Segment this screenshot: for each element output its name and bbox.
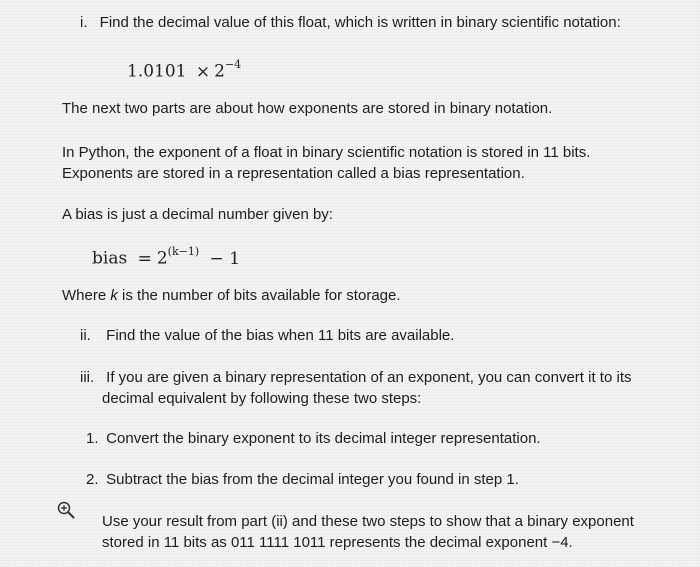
bias-formula	[92, 247, 240, 269]
times-symbol: ×	[195, 61, 211, 82]
part-iii-line-2: decimal equivalent by following these two steps:	[102, 390, 422, 407]
float-mantissa: 1.0101	[127, 61, 187, 82]
part-iii-line-1	[80, 368, 632, 388]
zoom-in-icon[interactable]	[57, 501, 75, 519]
bias-minus-one: − 1	[209, 248, 241, 269]
step-1-text: Convert the binary exponent to its decimal integer representation.	[106, 430, 541, 447]
where-before: Where	[62, 287, 111, 304]
final-line-2: stored in 11 bits as 011 1111 1011 represents the decimal exponent −4.	[102, 534, 573, 551]
bias-exponent: (k−1)	[167, 245, 200, 258]
bias-lhs: bias	[92, 248, 128, 269]
where-after: is the number of bits available for storage.	[117, 287, 401, 304]
part-ii-question	[80, 326, 454, 346]
step-2-text: Subtract the bias from the decimal integer you found in step 1.	[106, 471, 519, 488]
python-line-2: Exponents are stored in a representation called a bias representation.	[62, 165, 525, 182]
part-ii-text: Find the value of the bias when 11 bits are available.	[106, 327, 455, 344]
bias-base: 2	[156, 248, 168, 269]
part-iii-marker: iii.	[80, 369, 95, 386]
float-expression	[127, 60, 241, 82]
step-1	[86, 429, 541, 449]
python-line-1: In Python, the exponent of a float in binary scientific notation is stored in 11 bits.	[62, 144, 591, 161]
part-i-text: Find the decimal value of this float, which is written in binary scientific notation:	[99, 14, 621, 31]
where-k-var: k	[110, 287, 118, 304]
part-i-marker: i.	[80, 14, 88, 31]
where-k-text	[62, 286, 401, 306]
part-i-question	[80, 13, 621, 33]
part-ii-marker: ii.	[80, 327, 91, 344]
bias-definition-text: A bias is just a decimal number given by:	[62, 206, 333, 223]
step-2-number: 2.	[86, 471, 99, 488]
part-iii-text-1: If you are given a binary representation of an exponent, you can convert it to its	[106, 369, 632, 386]
step-2	[86, 470, 519, 490]
float-exponent: −4	[224, 58, 242, 71]
float-base: 2	[214, 61, 225, 82]
bias-equals: =	[137, 248, 152, 269]
final-line-1: Use your result from part (ii) and these two steps to show that a binary exponent	[102, 513, 634, 530]
next-parts-text: The next two parts are about how exponents are stored in binary notation.	[62, 100, 553, 117]
step-1-number: 1.	[86, 430, 99, 447]
